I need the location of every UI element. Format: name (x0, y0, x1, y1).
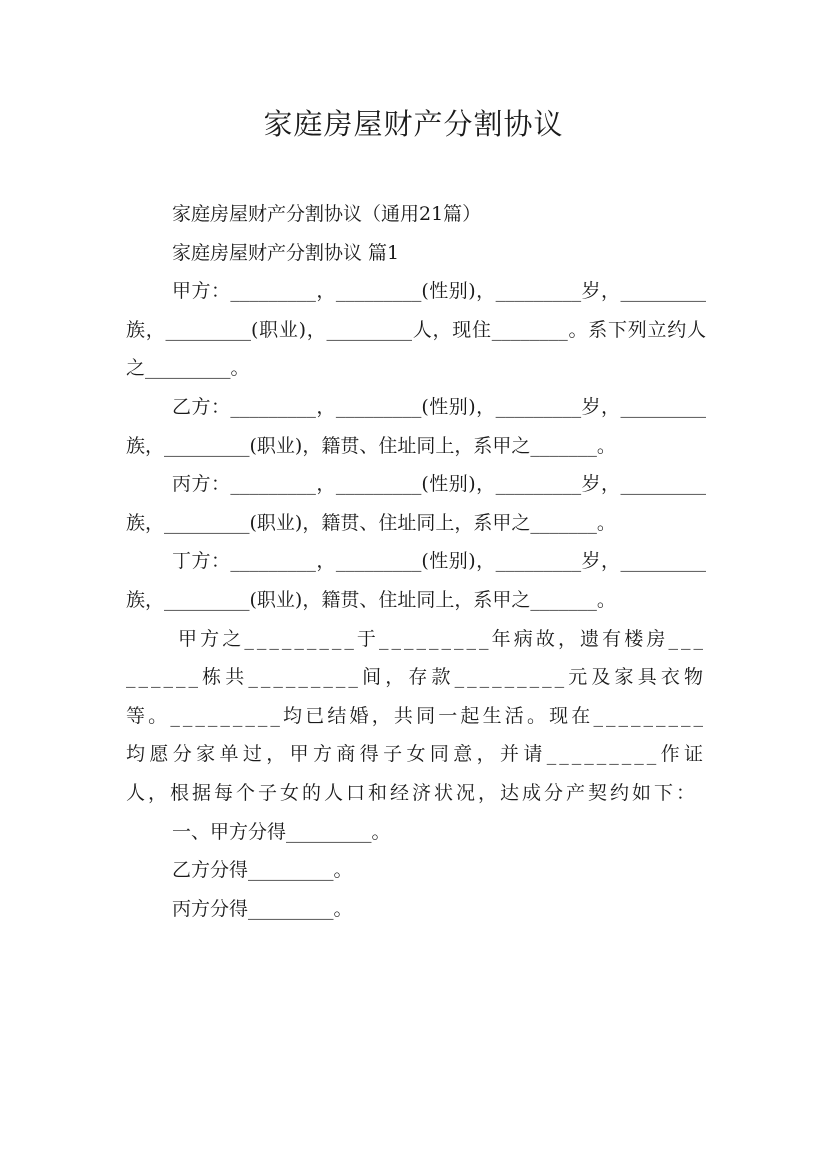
party-a-paragraph: 甲方：_________，_________(性别)，_________岁，_________族，_________(职业)，_________人，现住________。系下列立约人之_________。 (126, 280, 706, 380)
party-c-paragraph: 丙方：_________，_________(性别)，_________岁，_________族，_________(职业)，籍贯、住址同上，系甲之_______。 (126, 473, 706, 534)
background-paragraph: 甲方之_________于_________年病故，遗有楼房_________栋共_________间，存款_________元及家具衣物等。_________均已结婚，共同一起生活。现在_________均愿分家单过，甲方商得子女同意，并请_________作证人，根据每个子女的人口和经济状况，达成分产契约如下： (126, 627, 706, 804)
document-subtitle: 家庭房屋财产分割协议（通用21篇） (172, 203, 482, 225)
party-b-paragraph: 乙方：_________，_________(性别)，_________岁，_________族，_________(职业)，籍贯、住址同上，系甲之_______。 (126, 395, 706, 457)
section-heading: 家庭房屋财产分割协议 篇1 (172, 241, 400, 264)
document-body (126, 195, 706, 928)
clause-party-c: 丙方分得_________。 (172, 897, 353, 920)
clause-party-a: 一、甲方分得_________。 (172, 820, 391, 843)
clause-party-b: 乙方分得_________。 (172, 859, 353, 882)
document-title: 家庭房屋财产分割协议 (263, 107, 564, 141)
party-d-paragraph: 丁方：_________，_________(性别)，_________岁，_________族，_________(职业)，籍贯、住址同上，系甲之_______。 (126, 550, 706, 611)
